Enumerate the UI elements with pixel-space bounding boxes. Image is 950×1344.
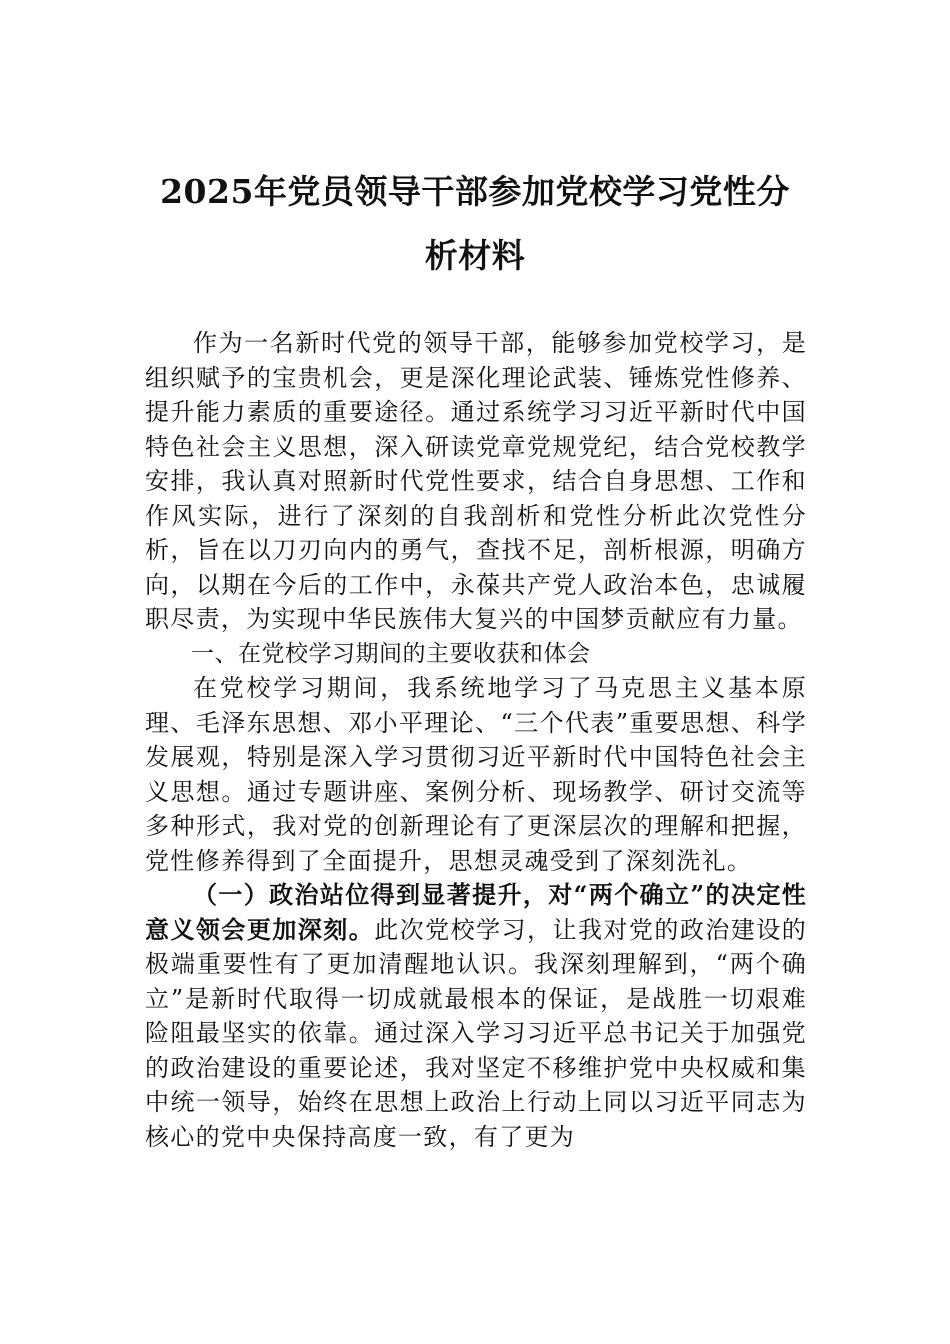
- intro-paragraph: 作为一名新时代党的领导干部，能够参加党校学习，是组织赋予的宝贵机会，更是深化理论武装、锤炼党性修养、提升能力素质的重要途径。通过系统学习习近平新时代中国特色社会主义思想，深入研读党章党规党纪，结合党校教学安排，我认真对照新时代党性要求，结合自身思想、工作和作风实际，进行了深刻的自我剖析和党性分析此次党性分析，旨在以刀刃向内的勇气，查找不足，剖析根源，明确方向，以期在今后的工作中，永葆共产党人政治本色，忠诚履职尽责，为实现中华民族伟大复兴的中国梦贡献应有力量。: [145, 329, 807, 633]
- section-1-paragraph: 在党校学习期间，我系统地学习了马克思主义基本原理、毛泽东思想、邓小平理论、“三个代表”重要思想、科学发展观，特别是深入学习贯彻习近平新时代中国特色社会主义思想。通过专题讲座、案例分析、现场教学、研讨交流等多种形式，我对党的创新理论有了更深层次的理解和把握，党性修养得到了全面提升，思想灵魂受到了深刻洗礼。: [145, 674, 807, 875]
- title-line-1: 2025年党员领导干部参加党校学习党性分: [160, 172, 790, 211]
- title-line-2: 析材料: [424, 236, 526, 275]
- subsection-1-heading: （一）政治站位得到显著提升，对“两个确立”的决定性意义领会更加深刻。: [145, 880, 807, 944]
- document-title: [120, 160, 830, 288]
- subsection-1-body: 此次党校学习，让我对党的政治建设的极端重要性有了更加清醒地认识。我深刻理解到，“两个确立”是新时代取得一切成就最根本的保证，是战胜一切艰难险阻最坚实的依靠。通过深入学习习近平总书记关于加强党的政治建设的重要论述，我对坚定不移维护党中央权威和集中统一领导，始终在思想上政治上行动上同以习近平同志为核心的党中央保持高度一致，有了更为: [145, 915, 807, 1151]
- subsection-1-paragraph: [145, 878, 807, 1154]
- document-body: [145, 326, 807, 1154]
- section-1-heading: 一、在党校学习期间的主要收获和体会: [191, 640, 591, 667]
